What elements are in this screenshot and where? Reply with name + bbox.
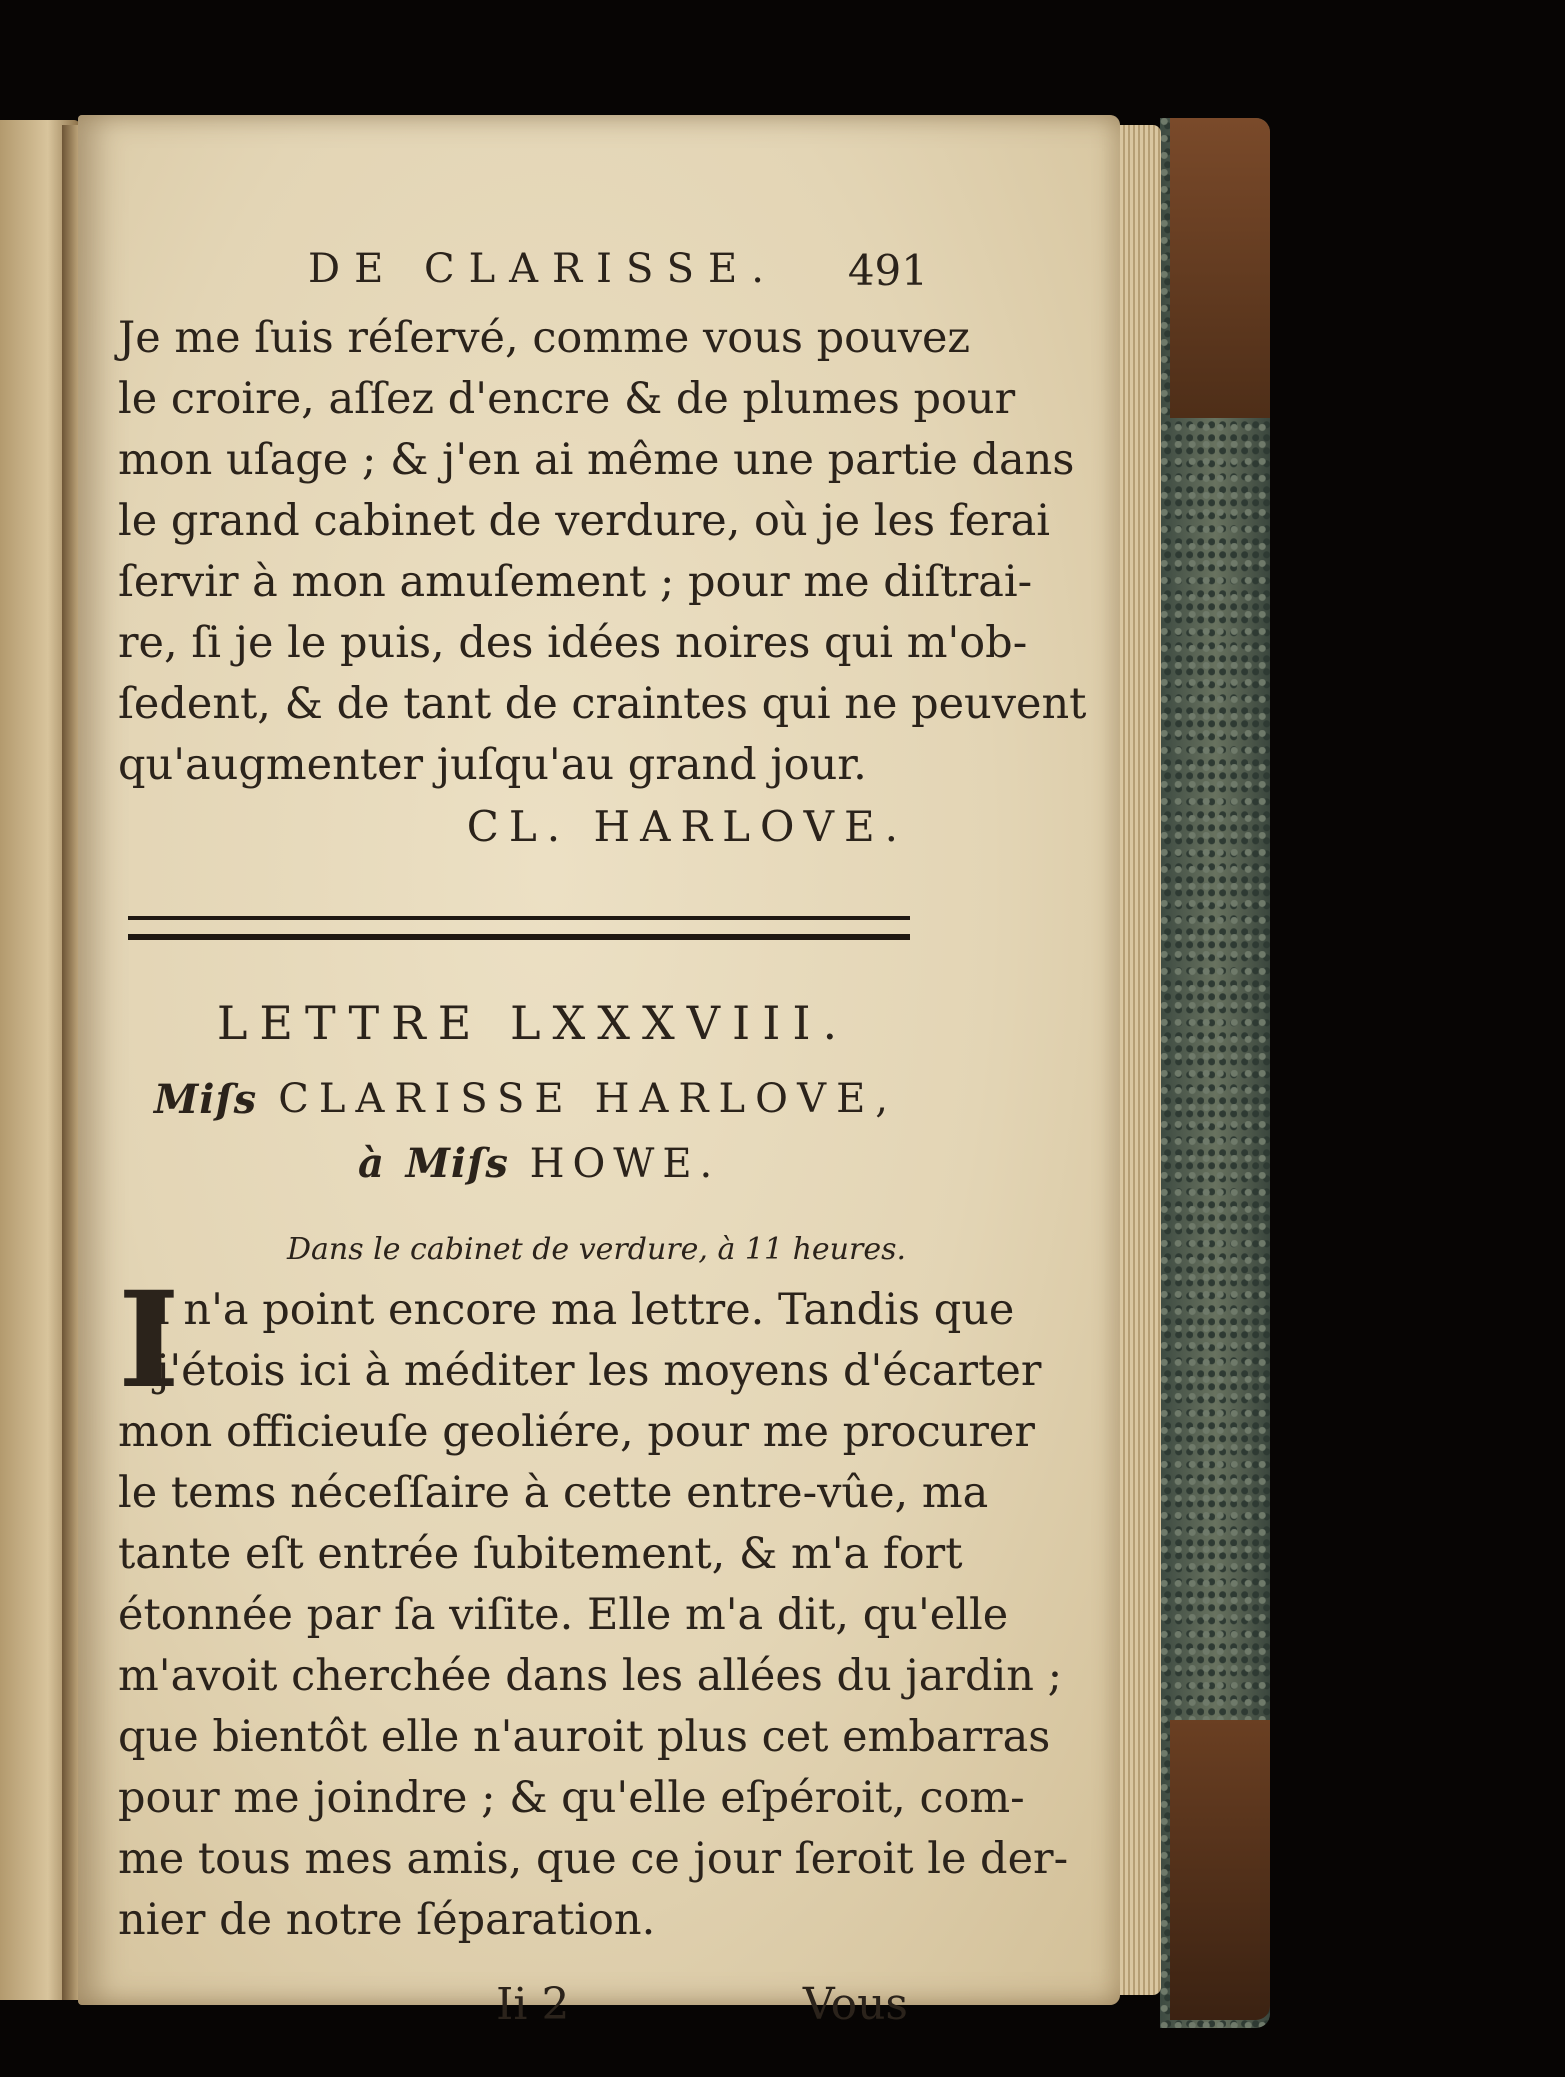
paragraph-2 bbox=[118, 1263, 1069, 1951]
text-line: m'avoit cherchée dans les allées du jardin ; bbox=[118, 1651, 1063, 1701]
text-line: le croire, aſſez d'encre & de plumes pour bbox=[118, 374, 1016, 424]
leather-corner-top bbox=[1170, 118, 1270, 418]
address-miss: Miſs bbox=[405, 1140, 509, 1187]
signature-mark: Ii 2 bbox=[496, 1979, 570, 2030]
text-line: pour me joindre ; & qu'elle eſpéroit, com- bbox=[118, 1773, 1025, 1823]
text-line: mon uſage ; & j'en ai même une partie dans bbox=[118, 435, 1075, 485]
text-line: l n'a point encore ma lettre. Tandis que bbox=[156, 1285, 1015, 1335]
text-line: ſervir à mon amuſement ; pour me diſtrai- bbox=[118, 557, 1033, 607]
text-line: étonnée par ſa viſite. Elle m'a dit, qu'elle bbox=[118, 1590, 1009, 1640]
text-line: tante eſt entrée ſubitement, & m'a fort bbox=[118, 1529, 963, 1579]
leather-corner-bottom bbox=[1170, 1720, 1270, 2020]
catchword: Vous bbox=[802, 1979, 908, 2030]
address-firstname: CLARISSE bbox=[278, 1076, 574, 1122]
text-line: que bientôt elle n'auroit plus cet embarras bbox=[118, 1712, 1051, 1762]
page-footer bbox=[118, 1979, 918, 2049]
text-line: Je me ſuis réſervé, comme vous pouvez bbox=[118, 313, 971, 363]
address-surname: HARLOVE, bbox=[594, 1076, 898, 1122]
dateline: Dans le cabinet de verdure, à 11 heures. bbox=[286, 1232, 906, 1267]
section-rule bbox=[128, 916, 910, 940]
text-line: j'étois ici à méditer les moyens d'écarter bbox=[156, 1346, 1042, 1396]
paragraph-1 bbox=[118, 308, 1087, 796]
text-line: le tems néceſſaire à cette entre-vûe, ma bbox=[118, 1468, 989, 1518]
running-title: DE CLARISSE. bbox=[308, 246, 778, 292]
text-line: le grand cabinet de verdure, où je les ferai bbox=[118, 496, 1050, 546]
address-recipient: HOWE. bbox=[529, 1141, 721, 1187]
address-preposition: à bbox=[358, 1140, 385, 1187]
text-line: re, ſi je le puis, des idées noires qui m'ob- bbox=[118, 618, 1028, 668]
address-line-2 bbox=[118, 1140, 918, 1232]
letter-signature: CL. HARLOVE. bbox=[466, 802, 908, 851]
address-line-1 bbox=[118, 1076, 918, 1140]
text-line: mon officieuſe geoliére, pour me procurer bbox=[118, 1407, 1035, 1457]
page-text bbox=[118, 238, 1087, 2049]
text-line: nier de notre ſéparation. bbox=[118, 1895, 656, 1945]
page-edges bbox=[1115, 125, 1161, 1995]
text-line: me tous mes amis, que ce jour ſeroit le der- bbox=[118, 1834, 1069, 1884]
address-miss: Miſs bbox=[154, 1076, 258, 1123]
running-head bbox=[118, 238, 928, 308]
page-number: 491 bbox=[847, 246, 928, 295]
letter-heading: LETTRE LXXXVIII. bbox=[216, 996, 850, 1050]
text-line: ſedent, & de tant de craintes qui ne peuvent bbox=[118, 679, 1087, 729]
text-line: qu'augmenter juſqu'au grand jour. bbox=[118, 740, 867, 790]
drop-cap: I bbox=[118, 1263, 180, 1418]
